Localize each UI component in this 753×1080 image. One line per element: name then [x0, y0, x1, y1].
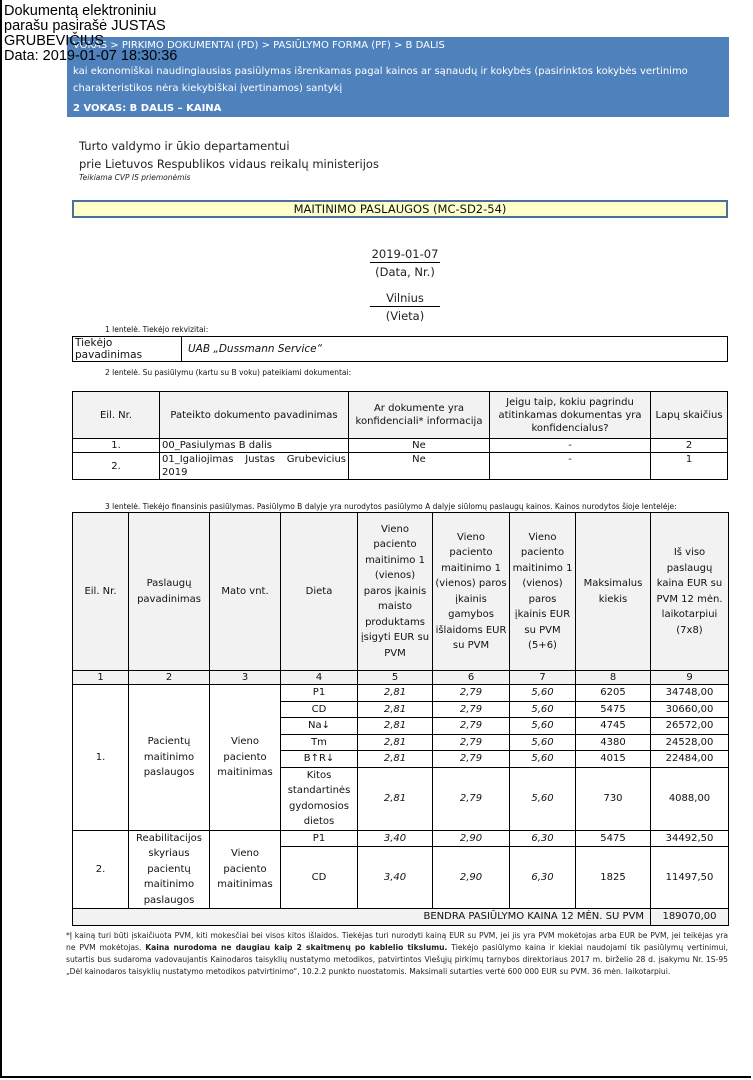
production-price: 2,79	[433, 751, 510, 768]
date-field	[370, 246, 440, 281]
document-title: MAITINIMO PASLAUGOS (MC-SD2-54)	[72, 200, 728, 218]
cell: 1.	[73, 439, 160, 453]
e-signature-stamp	[4, 4, 177, 64]
cell: 00_Pasiulymas B dalis	[160, 439, 349, 453]
food-price: 2,81	[358, 751, 433, 768]
col-header: Pateikto dokumento pavadinimas	[160, 392, 349, 439]
col-number: 1	[73, 671, 129, 685]
total-price: 4088,00	[651, 767, 729, 830]
col-header: Eil. Nr.	[73, 392, 160, 439]
max-quantity: 4380	[576, 734, 651, 751]
daily-price: 5,60	[510, 701, 576, 718]
signature-date: Data: 2019-01-07 18:30:36	[4, 48, 178, 64]
total-value: 189070,00	[651, 909, 729, 926]
daily-price: 5,60	[510, 751, 576, 768]
max-quantity: 4745	[576, 718, 651, 735]
daily-price: 6,30	[510, 830, 576, 847]
daily-price: 6,30	[510, 847, 576, 909]
cell: -	[490, 453, 651, 480]
col-header: Vieno paciento maitinimo 1 (vienos) paros įkainis gamybos išlaidoms EUR su PVM	[433, 513, 510, 671]
total-price: 30660,00	[651, 701, 729, 718]
row-number: 2.	[73, 830, 129, 909]
col-number: 6	[433, 671, 510, 685]
table2-caption: 2 lentelė. Su pasiūlymu (kartu su B voku) pateikiami dokumentai:	[105, 368, 352, 377]
diet: Kitos standartinės gydomosios dietos	[281, 767, 358, 830]
total-row	[73, 909, 729, 926]
max-quantity: 1825	[576, 847, 651, 909]
col-number: 9	[651, 671, 729, 685]
total-price: 22484,00	[651, 751, 729, 768]
place-label: (Vieta)	[385, 309, 425, 323]
table-row	[73, 685, 729, 702]
documents-table	[72, 391, 728, 480]
date-label: (Data, Nr.)	[375, 265, 435, 279]
col-number: 5	[358, 671, 433, 685]
max-quantity: 5475	[576, 830, 651, 847]
diet: P1	[281, 830, 358, 847]
max-quantity: 730	[576, 767, 651, 830]
table1-caption: 1 lentelė. Tiekėjo rekvizitai:	[105, 325, 209, 334]
production-price: 2,79	[433, 718, 510, 735]
total-price: 34748,00	[651, 685, 729, 702]
col-header: Iš viso paslaugų kaina EUR su PVM 12 mėn. laikotarpiui (7x8)	[651, 513, 729, 671]
cell: Ne	[349, 453, 490, 480]
col-number: 8	[576, 671, 651, 685]
footnote-text: Tiekėjo pasiūlymo kaina ir kiekiai naudojami tik pasiūlymų vertinimui, sutartis bus sudaroma vadovaujantis Kainodaros taisyklių nustatymo metodikos, patvirtintos Viešųjų pirkimų tarnybos direktoriaus 2017 m. birželio 28 d. įsakymu Nr. 1S-95 „Dėl kainodaros taisyklių nustatymo metodikos patvirtinimo“, 10.2.2 punkto nuostatomis. Maksimali sutarties vertė 600 000 EUR su PVM. 36 mėn. laikotarpiui.	[66, 943, 729, 976]
banner-description: kai ekonomiškai naudingiausias pasiūlymas išrenkamas pagal kainos ar sąnaudų ir kokybės (pasirinktos kokybės vertinimo charakteristikos nėra kiekybiškai įvertinamos) santykį	[73, 66, 688, 94]
production-price: 2,90	[433, 847, 510, 909]
daily-price: 5,60	[510, 718, 576, 735]
col-header: Vieno paciento maitinimo 1 (vienos) paros įkainis EUR su PVM (5+6)	[510, 513, 576, 671]
cell: 01_Igaliojimas Justas Grubevicius 2019	[160, 453, 349, 480]
signature-line: Dokumentą elektroniniu	[4, 3, 157, 19]
breadcrumb: VOKAS > PIRKIMO DOKUMENTAI (PD) > PASIŪLYMO FORMA (PF) > B DALIS	[73, 40, 445, 51]
total-price: 11497,50	[651, 847, 729, 909]
col-header: Mato vnt.	[210, 513, 281, 671]
food-price: 2,81	[358, 767, 433, 830]
col-header: Paslaugų pavadinimas	[129, 513, 210, 671]
supplier-name: UAB „Dussmann Service“	[182, 337, 728, 362]
food-price: 2,81	[358, 701, 433, 718]
production-price: 2,90	[433, 830, 510, 847]
col-header: Dieta	[281, 513, 358, 671]
recipient-block	[79, 137, 379, 183]
col-header: Jeigu taip, kokiu pagrindu atitinkamas dokumentas yra konfidencialus?	[490, 392, 651, 439]
supplier-table	[72, 336, 728, 362]
date-value: 2019-01-07	[371, 247, 439, 261]
max-quantity: 6205	[576, 685, 651, 702]
food-price: 2,81	[358, 718, 433, 735]
col-number: 4	[281, 671, 358, 685]
service-name: Pacientų maitinimo paslaugos	[129, 685, 210, 831]
food-price: 2,81	[358, 734, 433, 751]
unit: Vieno paciento maitinimas	[210, 830, 281, 909]
diet: CD	[281, 701, 358, 718]
cell: -	[490, 439, 651, 453]
total-price: 26572,00	[651, 718, 729, 735]
production-price: 2,79	[433, 767, 510, 830]
cell: 2	[651, 439, 728, 453]
place-field	[370, 290, 440, 325]
production-price: 2,79	[433, 734, 510, 751]
place-value: Vilnius	[370, 290, 440, 307]
col-number: 7	[510, 671, 576, 685]
col-number: 3	[210, 671, 281, 685]
cell: Ne	[349, 439, 490, 453]
footnote-emphasis: Kaina nurodoma ne daugiau kaip 2 skaitmenų po kablelio tikslumu.	[145, 943, 448, 952]
max-quantity: 5475	[576, 701, 651, 718]
production-price: 2,79	[433, 701, 510, 718]
food-price: 3,40	[358, 830, 433, 847]
table-row	[73, 830, 729, 847]
diet: B↑R↓	[281, 751, 358, 768]
envelope-label: 2 VOKAS: B DALIS – KAINA	[73, 103, 222, 114]
service-name: Reabilitacijos skyriaus pacientų maitinimo paslaugos	[129, 830, 210, 909]
signature-line: parašu pasirašė JUSTAS	[4, 18, 166, 34]
col-number: 2	[129, 671, 210, 685]
supplier-label: Tiekėjo pavadinimas	[73, 337, 182, 362]
unit: Vieno paciento maitinimas	[210, 685, 281, 831]
recipient-line-1: Turto valdymo ir ūkio departamentui	[79, 139, 290, 153]
signature-line: GRUBEVIČIUS	[4, 33, 104, 49]
submission-note: Teikiama CVP IS priemonėmis	[79, 173, 191, 182]
daily-price: 5,60	[510, 767, 576, 830]
production-price: 2,79	[433, 685, 510, 702]
row-number: 1.	[73, 685, 129, 831]
table-row	[73, 439, 728, 453]
diet: Tm	[281, 734, 358, 751]
food-price: 3,40	[358, 847, 433, 909]
col-header: Vieno paciento maitinimo 1 (vienos) paros įkainis maisto produktams įsigyti EUR su PVM	[358, 513, 433, 671]
total-price: 24528,00	[651, 734, 729, 751]
cell: 1	[651, 453, 728, 480]
col-header: Maksimalus kiekis	[576, 513, 651, 671]
financial-offer-table	[72, 512, 729, 926]
recipient-line-2: prie Lietuvos Respublikos vidaus reikalų ministerijos	[79, 157, 379, 171]
table3-caption: 3 lentelė. Tiekėjo finansinis pasiūlymas. Pasiūlymo B dalyje yra nurodytos pasiūlymo A dalyje siūlomų paslaugų kainos. Kainos nurodytos šioje lentelėje:	[105, 502, 677, 511]
diet: CD	[281, 847, 358, 909]
cell: 2.	[73, 453, 160, 480]
diet: P1	[281, 685, 358, 702]
daily-price: 5,60	[510, 685, 576, 702]
footnote	[66, 930, 728, 978]
diet: Na↓	[281, 718, 358, 735]
total-price: 34492,50	[651, 830, 729, 847]
col-header: Ar dokumente yra konfidenciali* informacija	[349, 392, 490, 439]
food-price: 2,81	[358, 685, 433, 702]
daily-price: 5,60	[510, 734, 576, 751]
table-row	[73, 453, 728, 480]
footnote-text: *Į kainą turi būti įskaičiuota PVM, kiti mokesčiai bei visos kitos išlaidos. Tiekėjas turi nurodyti kainą EUR su PVM, jei jis yra PVM mokėtojas arba EUR be PVM, jei teikėjas yra ne PVM mokėtojas.	[66, 931, 728, 952]
total-label: BENDRA PASIŪLYMO KAINA 12 MĖN. SU PVM	[73, 909, 651, 926]
col-header: Eil. Nr.	[73, 513, 129, 671]
max-quantity: 4015	[576, 751, 651, 768]
col-header: Lapų skaičius	[651, 392, 728, 439]
